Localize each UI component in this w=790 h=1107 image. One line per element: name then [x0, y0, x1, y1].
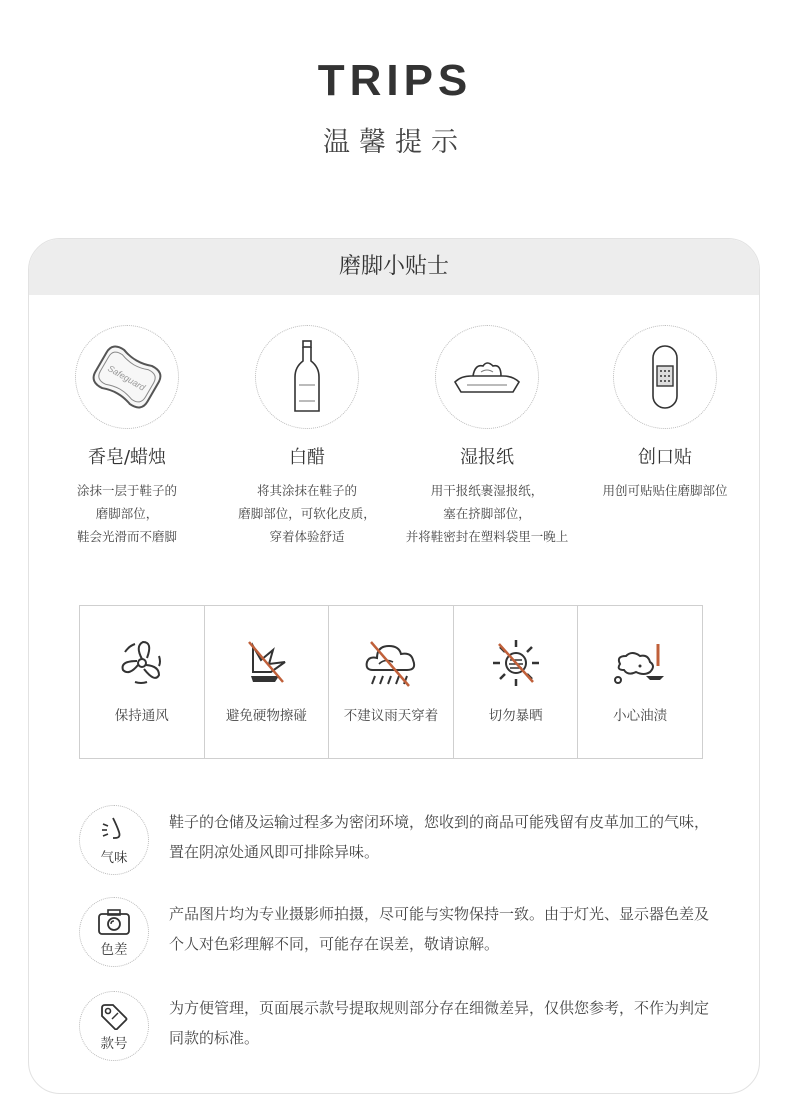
note-color-difference	[79, 897, 719, 967]
tag-icon	[99, 1002, 129, 1030]
note-badge	[79, 991, 149, 1061]
tips-card	[28, 238, 760, 1094]
tip-name: 白醋	[289, 447, 325, 468]
camera-icon	[97, 908, 131, 936]
tip-desc: 用创可贴贴住磨脚部位	[602, 483, 728, 498]
care-label: 小心油渍	[613, 708, 668, 724]
care-no-rain	[329, 606, 454, 758]
sponge-icon	[75, 325, 179, 429]
care-no-sun	[454, 606, 579, 758]
note-smell	[79, 805, 719, 875]
note-label: 款号	[100, 1036, 128, 1052]
note-text: 鞋子的仓储及运输过程多为密闭环境，您收到的商品可能残留有皮革加工的气味，置在阴凉处通风即可排除异味。	[169, 813, 710, 861]
note-text: 产品图片均为专业摄影师拍摄，尽可能与实物保持一致。由于灯光、显示器色差及个人对色彩理解不同，可能存在误差，敬请谅解。	[169, 905, 710, 953]
tip-soap	[37, 325, 217, 548]
care-oil-stain	[578, 606, 702, 758]
no-rain-icon	[361, 636, 421, 690]
section-title: 磨脚小贴士	[29, 239, 759, 295]
page-title-cn: 温馨提示	[323, 127, 467, 158]
bandage-icon	[613, 325, 717, 429]
care-label: 切勿暴晒	[488, 708, 543, 724]
no-sun-icon	[489, 636, 543, 690]
care-label: 避免硬物擦碰	[225, 708, 307, 724]
tip-newspaper	[397, 325, 577, 548]
tip-desc: 涂抹一层于鞋子的 磨脚部位， 鞋会光滑而不磨脚	[76, 483, 177, 544]
tip-vinegar	[217, 325, 397, 548]
note-badge	[79, 805, 149, 875]
tip-name: 湿报纸	[460, 447, 514, 468]
tip-desc: 用干报纸裹湿报纸， 塞在挤脚部位， 并将鞋密封在塑料袋里一晚上	[405, 483, 569, 544]
tip-name: 创口贴	[638, 447, 692, 468]
care-no-hard-object	[205, 606, 330, 758]
tip-name: 香皂/蜡烛	[87, 447, 167, 468]
no-hard-object-icon	[239, 636, 293, 690]
note-label: 色差	[100, 942, 128, 958]
fan-icon	[115, 636, 169, 690]
care-ventilate	[80, 606, 205, 758]
note-style-number	[79, 991, 719, 1061]
sponge-brand-text: Safeguard	[106, 363, 147, 393]
wet-tissue-icon	[435, 325, 539, 429]
tip-bandage	[575, 325, 755, 502]
note-text: 为方便管理，页面展示款号提取规则部分存在细微差异，仅供您参考，不作为判定同款的标准。	[169, 999, 710, 1047]
care-label: 保持通风	[114, 708, 169, 724]
page-title-en: TRIPS	[317, 56, 473, 105]
note-badge	[79, 897, 149, 967]
care-label: 不建议雨天穿着	[343, 708, 439, 724]
tip-desc: 将其涂抹在鞋子的 磨脚部位，可软化皮质， 穿着体验舒适	[238, 483, 376, 544]
care-instructions	[79, 605, 703, 759]
note-label: 气味	[100, 850, 128, 866]
smell-icon	[99, 816, 129, 844]
vinegar-bottle-icon	[255, 325, 359, 429]
oil-stain-icon	[610, 636, 670, 690]
